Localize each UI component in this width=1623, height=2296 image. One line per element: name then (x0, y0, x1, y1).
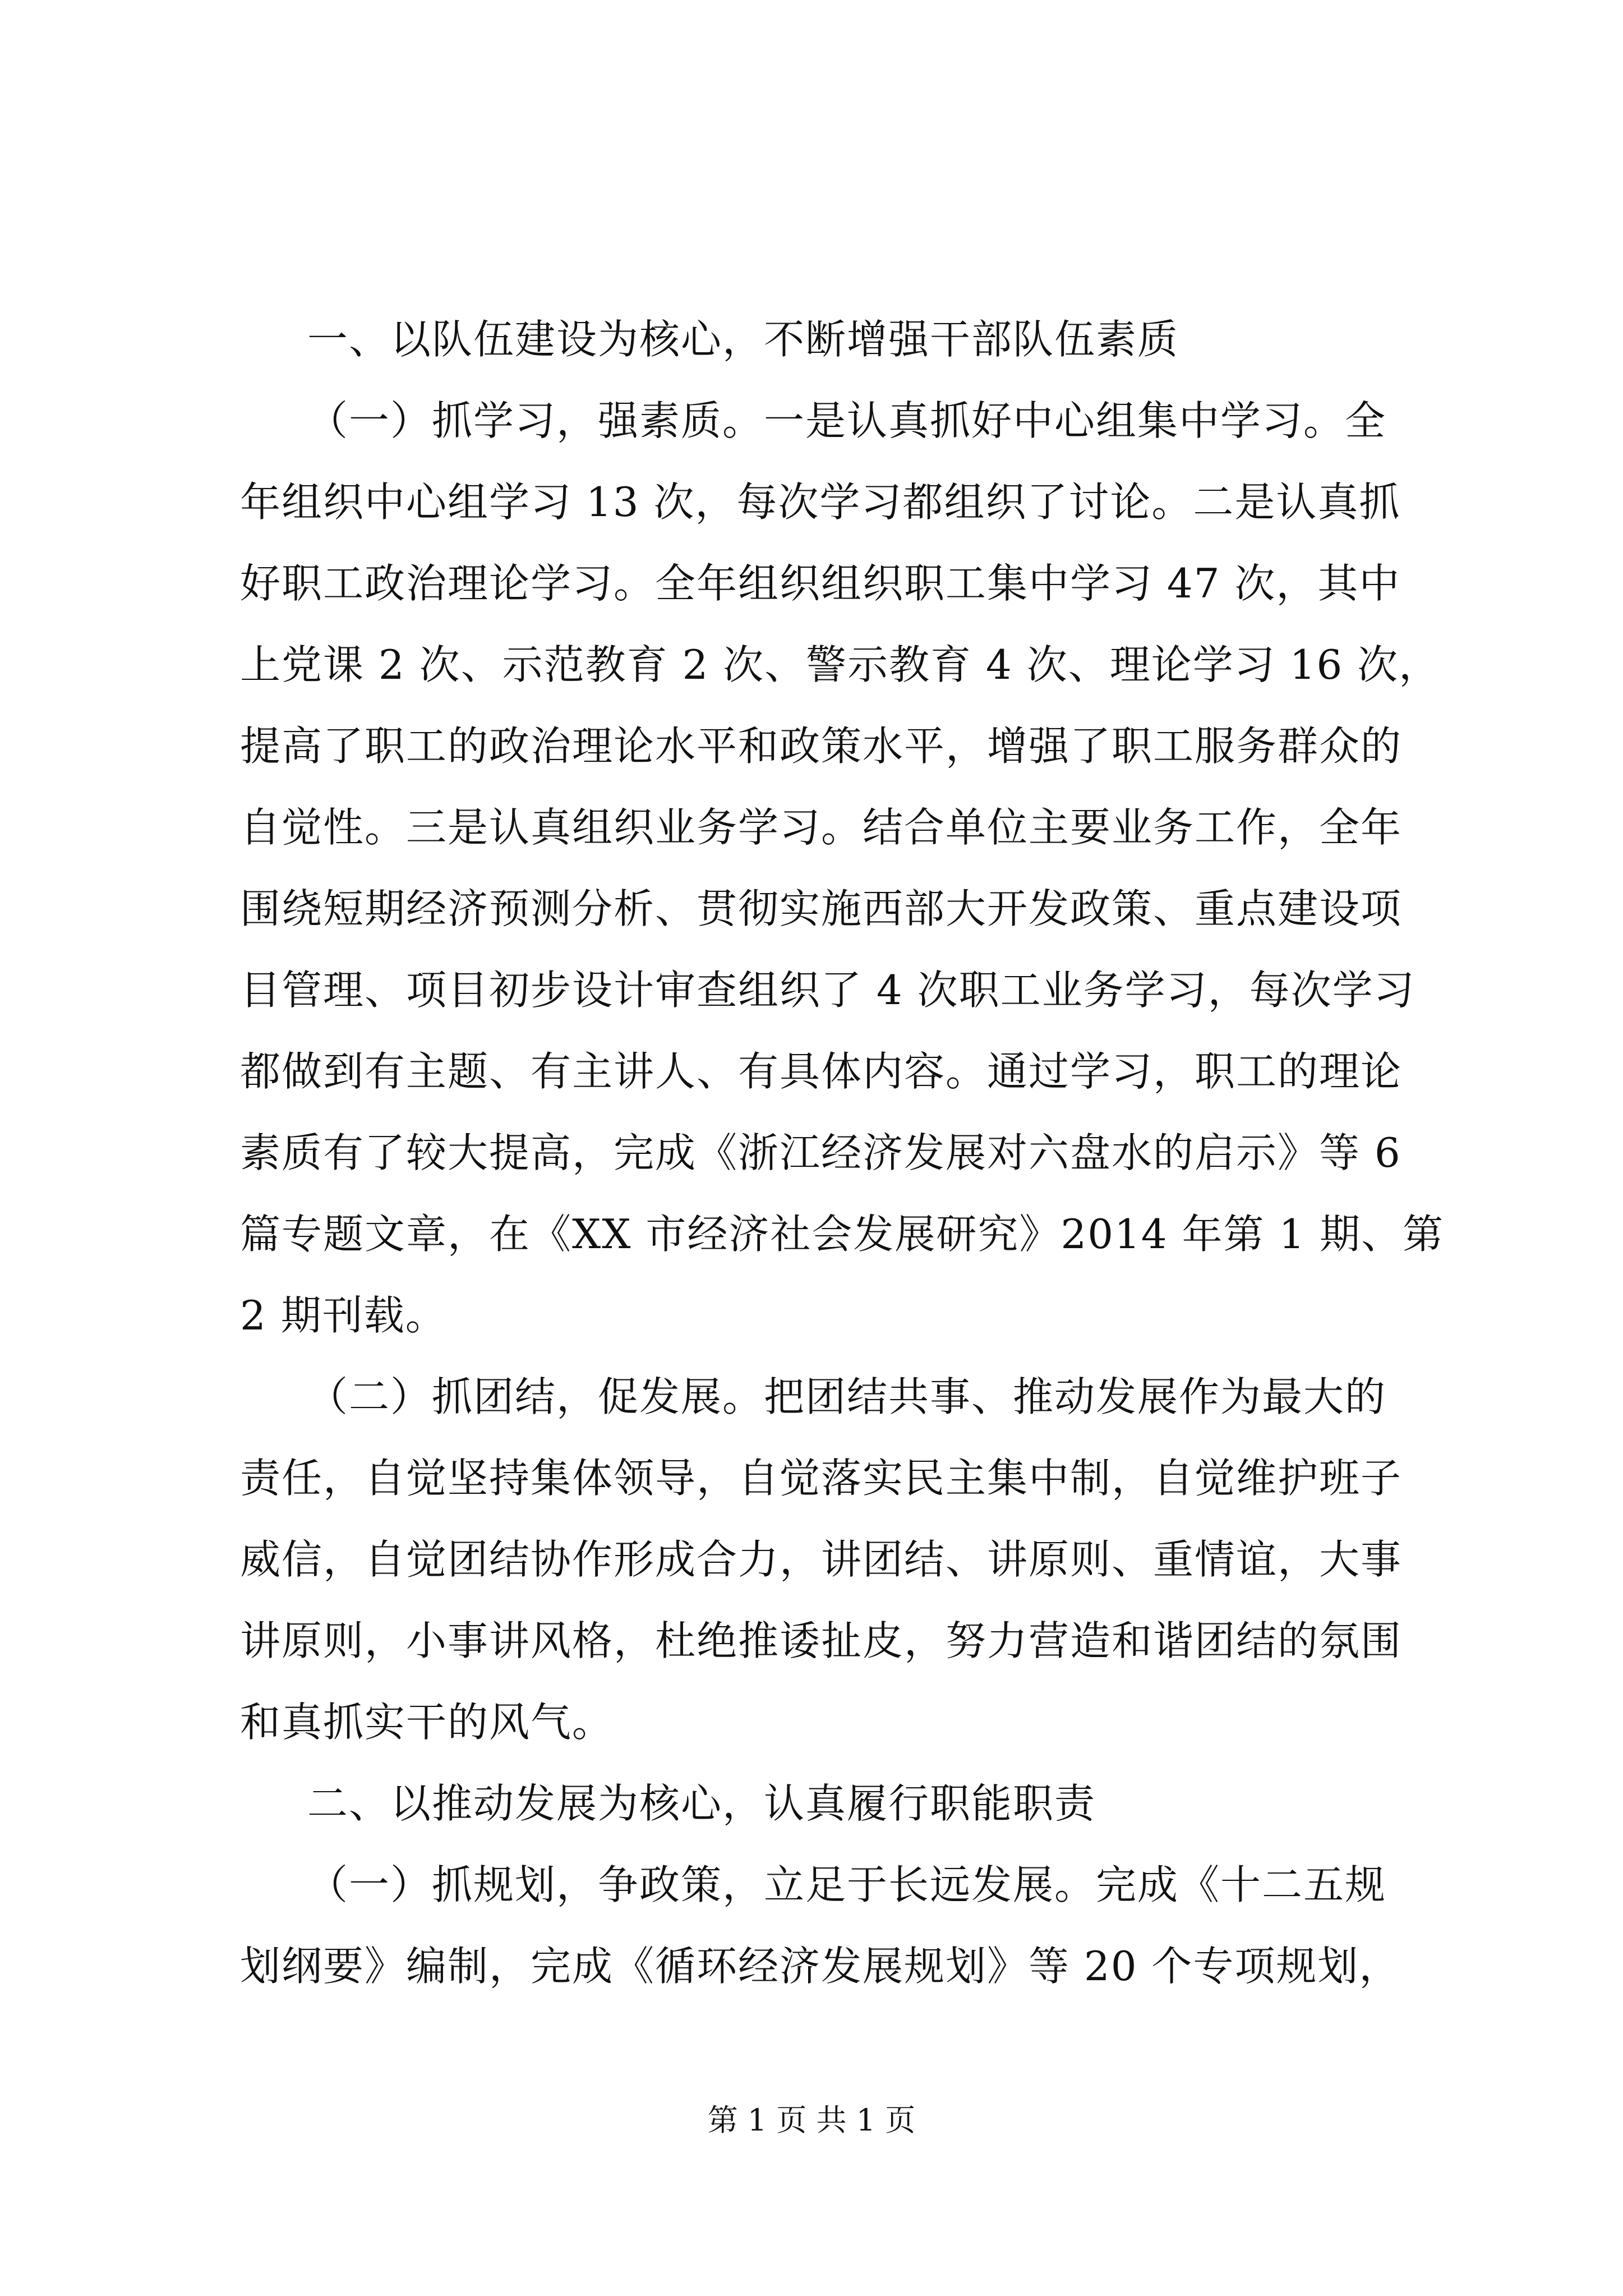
paragraph-line: （二）抓团结，促发展。把团结共事、推动发展作为最大的 (307, 1373, 1387, 1420)
page-footer: 第 1 页 共 1 页 (707, 2102, 916, 2138)
paragraph-line: 提高了职工的政治理论水平和政策水平，增强了职工服务群众的 (240, 723, 1403, 770)
paragraph-line: 素质有了较大提高，完成《浙江经济发展对六盘水的启示》等 6 (240, 1129, 1401, 1176)
paragraph-line: 2 期刊载。 (240, 1292, 447, 1339)
paragraph-line: 和真抓实干的风气。 (240, 1699, 614, 1746)
paragraph-line: 年组织中心组学习 13 次，每次学习都组织了讨论。二是认真抓 (240, 478, 1401, 526)
paragraph-line: 上党课 2 次、示范教育 2 次、警示教育 4 次、理论学习 16 次， (240, 641, 1441, 688)
paragraph-line: 好职工政治理论学习。全年组织组织职工集中学习 47 次，其中 (240, 560, 1401, 607)
paragraph-line: 篇专题文章，在《XX 市经济社会发展研究》2014 年第 1 期、第 (240, 1211, 1445, 1258)
paragraph-line: 围绕短期经济预测分析、贯彻实施西部大开发政策、重点建设项 (240, 885, 1403, 932)
paragraph-line: 威信，自觉团结协作形成合力，讲团结、讲原则、重情谊，大事 (240, 1536, 1403, 1583)
paragraph-line: 讲原则，小事讲风格，杜绝推诿扯皮，努力营造和谐团结的氛围 (240, 1617, 1403, 1664)
section-heading-1: 一、以队伍建设为核心，不断增强干部队伍素质 (307, 316, 1179, 363)
paragraph-line: 自觉性。三是认真组织业务学习。结合单位主要业务工作，全年 (240, 804, 1403, 851)
paragraph-line: （一）抓学习，强素质。一是认真抓好中心组集中学习。全 (307, 397, 1387, 444)
paragraph-line: 划纲要》编制，完成《循环经济发展规划》等 20 个专项规划， (240, 1943, 1401, 1990)
section-heading-2: 二、以推动发展为核心，认真履行职能职责 (307, 1780, 1096, 1827)
paragraph-line: 目管理、项目初步设计审查组织了 4 次职工业务学习，每次学习 (240, 967, 1415, 1014)
paragraph-line: 责任，自觉坚持集体领导，自觉落实民主集中制，自觉维护班子 (240, 1455, 1403, 1502)
paragraph-line: （一）抓规划，争政策，立足于长远发展。完成《十二五规 (307, 1861, 1387, 1908)
paragraph-line: 都做到有主题、有主讲人、有具体内容。通过学习，职工的理论 (240, 1048, 1403, 1095)
